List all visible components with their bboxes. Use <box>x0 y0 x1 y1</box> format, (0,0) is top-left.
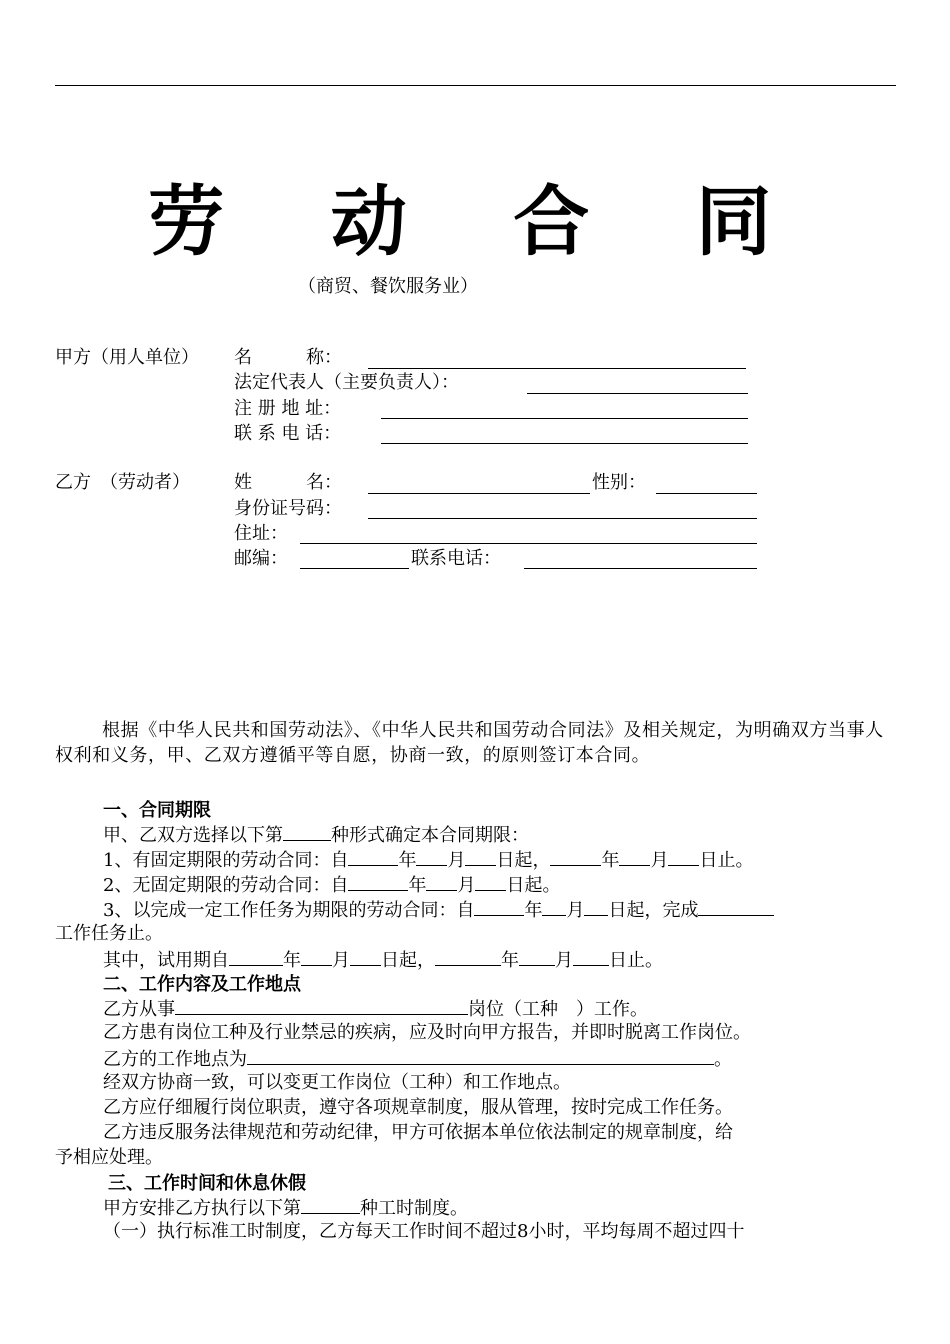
fixed-end-year[interactable] <box>550 846 601 866</box>
party-b-address-label: 住址： <box>234 523 288 544</box>
party-a-phone-field[interactable] <box>381 443 748 444</box>
party-b-postcode-field[interactable] <box>300 568 409 569</box>
month-text: 月 <box>650 850 669 871</box>
task-start-month[interactable] <box>542 896 566 916</box>
party-a-label: 甲方（用人单位） <box>55 347 199 368</box>
party-b-gender-field[interactable] <box>656 493 757 494</box>
task-description-field[interactable] <box>698 896 774 916</box>
task-start-year[interactable] <box>474 896 524 916</box>
probation-start-day[interactable] <box>350 946 381 966</box>
month-text: 月 <box>555 950 573 971</box>
probation-label: 其中，试用期自 <box>103 950 229 971</box>
s3-line-1 <box>103 1194 468 1221</box>
section-3-title: 三、工作时间和休息休假 <box>108 1173 306 1194</box>
year-text: 年 <box>398 850 417 871</box>
workplace-field[interactable] <box>247 1045 714 1065</box>
s2-p4: 经双方协商一致，可以变更工作岗位（工种）和工作地点。 <box>103 1072 571 1093</box>
s2-p5: 乙方应仔细履行岗位职责，遵守各项规章制度，服从管理，按时完成工作任务。 <box>103 1097 733 1118</box>
s1-line-2 <box>103 846 753 873</box>
month-text: 月 <box>566 900 585 921</box>
section-2-title: 二、工作内容及工作地点 <box>103 974 301 995</box>
s2-line-1 <box>103 995 648 1022</box>
party-b-id-label: 身份证号码： <box>234 498 342 519</box>
task-start-day[interactable] <box>584 896 608 916</box>
year-text: 年 <box>408 875 427 896</box>
open-start-day[interactable] <box>475 871 506 891</box>
task-term-label: 3、以完成一定工作任务为期限的劳动合同：自 <box>103 900 475 921</box>
day-from-text: 日起， <box>496 850 551 871</box>
party-b-label: 乙方 （劳动者） <box>55 472 190 493</box>
contract-form-field[interactable] <box>283 821 331 841</box>
year-text: 年 <box>283 950 301 971</box>
open-start-year[interactable] <box>348 871 408 891</box>
probation-start-month[interactable] <box>301 946 332 966</box>
party-b-id-field[interactable] <box>368 518 757 519</box>
fixed-term-label: 1、有固定期限的劳动合同：自 <box>103 850 349 871</box>
year-text: 年 <box>501 950 519 971</box>
fixed-end-day[interactable] <box>668 846 699 866</box>
year-text: 年 <box>601 850 620 871</box>
s1-line-3 <box>103 871 560 898</box>
fixed-start-month[interactable] <box>416 846 447 866</box>
s1-line-4 <box>103 896 774 923</box>
party-b-gender-label: 性别： <box>592 472 646 493</box>
hours-label: 甲方安排乙方执行以下第 <box>103 1198 301 1219</box>
s1-p4b: 工作任务止。 <box>55 923 163 944</box>
fixed-end-month[interactable] <box>619 846 650 866</box>
party-a-rep-field[interactable] <box>527 393 748 394</box>
s1-line-1 <box>103 821 529 848</box>
party-a-name-label: 名 称： <box>234 347 342 368</box>
workplace-label: 乙方的工作地点为 <box>103 1049 247 1070</box>
open-term-label: 2、无固定期限的劳动合同：自 <box>103 875 349 896</box>
year-text: 年 <box>524 900 543 921</box>
s3-p2: （一）执行标准工时制度，乙方每天工作时间不超过8小时，平均每周不超过四十 <box>103 1221 745 1242</box>
s2-p6b: 予相应处理。 <box>55 1147 163 1168</box>
probation-end-year[interactable] <box>435 946 501 966</box>
s1-line-5 <box>103 946 663 973</box>
workplace-suffix: 。 <box>714 1049 732 1070</box>
probation-end-day[interactable] <box>573 946 609 966</box>
s2-p6a: 乙方违反服务法律规范和劳动纪律，甲方可依据本单位依法制定的规章制度，给 <box>103 1122 733 1143</box>
open-start-month[interactable] <box>426 871 457 891</box>
probation-end-month[interactable] <box>519 946 555 966</box>
fixed-start-year[interactable] <box>348 846 398 866</box>
s1-p1a: 甲、乙双方选择以下第 <box>103 825 283 846</box>
party-a-address-field[interactable] <box>381 418 748 419</box>
day-from-end-text: 日起。 <box>506 875 561 896</box>
top-rule <box>55 85 896 86</box>
party-b-name-field[interactable] <box>368 493 590 494</box>
section-1-title: 一、合同期限 <box>103 800 211 821</box>
party-a-phone-label: 联 系 电 话： <box>234 423 342 444</box>
intro-paragraph: 根据《中华人民共和国劳动法》、《中华人民共和国劳动合同法》及相关规定，为明确双方当事人权利和义务，甲、乙双方遵循平等自愿，协商一致，的原则签订本合同。 <box>55 720 884 766</box>
party-b-phone-label: 联系电话： <box>411 548 501 569</box>
probation-start-year[interactable] <box>229 946 283 966</box>
month-text: 月 <box>332 950 350 971</box>
hours-suffix: 种工时制度。 <box>360 1198 468 1219</box>
party-a-address-label: 注 册 地 址： <box>234 398 342 419</box>
s2-line-3 <box>103 1045 732 1072</box>
job-position-field[interactable] <box>175 995 468 1015</box>
day-from-text: 日起， <box>381 950 435 971</box>
hours-system-field[interactable] <box>301 1194 360 1214</box>
month-text: 月 <box>447 850 466 871</box>
completion-text: 日起，完成 <box>608 900 699 921</box>
party-b-address-field[interactable] <box>300 543 757 544</box>
party-b-postcode-label: 邮编： <box>234 548 288 569</box>
party-b-name-label: 姓 名： <box>234 472 342 493</box>
party-b-phone-field[interactable] <box>524 568 757 569</box>
document-subtitle: （商贸、餐饮服务业） <box>298 276 478 297</box>
s2-p2: 乙方患有岗位工种及行业禁忌的疾病，应及时向甲方报告，并即时脱离工作岗位。 <box>103 1022 751 1043</box>
s1-p1b: 种形式确定本合同期限： <box>331 825 529 846</box>
document-title: 劳 动 合 同 <box>148 177 812 266</box>
job-label: 乙方从事 <box>103 999 175 1020</box>
job-suffix: 岗位（工种 ）工作。 <box>468 999 648 1020</box>
day-to-text: 日止。 <box>609 950 663 971</box>
party-a-name-field[interactable] <box>368 368 746 369</box>
day-to-text: 日止。 <box>699 850 754 871</box>
party-a-rep-label: 法定代表人（主要负责人）： <box>234 372 459 393</box>
fixed-start-day[interactable] <box>465 846 496 866</box>
month-text: 月 <box>457 875 476 896</box>
